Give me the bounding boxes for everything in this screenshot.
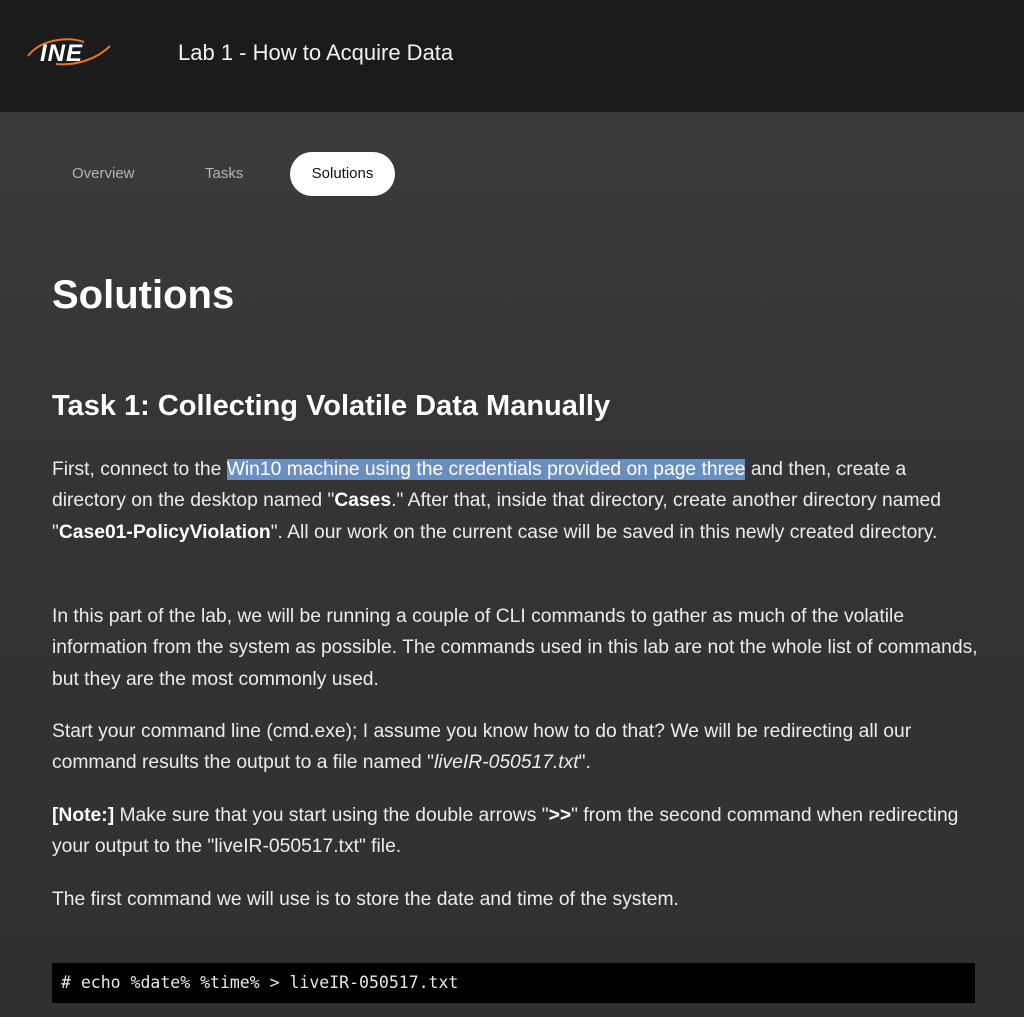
- svg-text:INE: INE: [40, 40, 84, 67]
- page-title: Solutions: [52, 273, 235, 317]
- tab-overview[interactable]: Overview: [72, 165, 135, 182]
- paragraph-cli: In this part of the lab, we will be running a couple of CLI commands to gather as much of the volatile information from the system as possible. The commands used in this lab are not the whole list of commands, but they are the most commonly used.: [52, 606, 978, 690]
- paragraph-connect: [52, 454, 982, 548]
- text-segment: ". All our work on the current case will be saved in this newly created directory.: [270, 521, 938, 543]
- cases-folder-name: Cases: [334, 490, 392, 512]
- lab-title: Lab 1 - How to Acquire Data: [178, 40, 454, 65]
- note-label: [Note:]: [52, 805, 115, 826]
- ine-logo[interactable]: [26, 36, 112, 68]
- text-segment: " from the second command when redirecting your output to the "liveIR-050517.txt" file.: [52, 805, 959, 858]
- paragraph-cmd: [52, 716, 982, 779]
- code-block[interactable]: # echo %date% %time% > liveIR-050517.txt: [52, 963, 975, 1003]
- text-segment: and then, create a directory on the desktop named ": [52, 459, 907, 512]
- selected-text: Win10 machine using the credentials provided on page three: [226, 459, 746, 480]
- text-segment: ." After that, inside that directory, create another directory named ": [52, 490, 941, 543]
- double-arrows: >>: [548, 805, 572, 826]
- text-segment: Start your command line (cmd.exe); I assume you know how to do that? We will be redirecting all our command results the output to a file named ": [52, 721, 912, 774]
- output-filename: liveIR-050517.txt: [433, 752, 579, 774]
- tab-tasks[interactable]: Tasks: [205, 165, 244, 182]
- paragraph-note: [52, 800, 982, 863]
- tab-solutions[interactable]: Solutions: [290, 152, 395, 196]
- paragraph-first-command: The first command we will use is to store the date and time of the system.: [52, 889, 679, 910]
- text-segment: ".: [578, 752, 591, 774]
- text-segment: First, connect to the: [52, 459, 227, 480]
- task-heading: Task 1: Collecting Volatile Data Manually: [52, 390, 611, 422]
- case-folder-name: Case01-PolicyViolation: [58, 521, 271, 543]
- main-content: [0, 112, 1024, 1017]
- text-segment: Make sure that you start using the double arrows ": [114, 805, 549, 826]
- top-bar: [0, 0, 1024, 112]
